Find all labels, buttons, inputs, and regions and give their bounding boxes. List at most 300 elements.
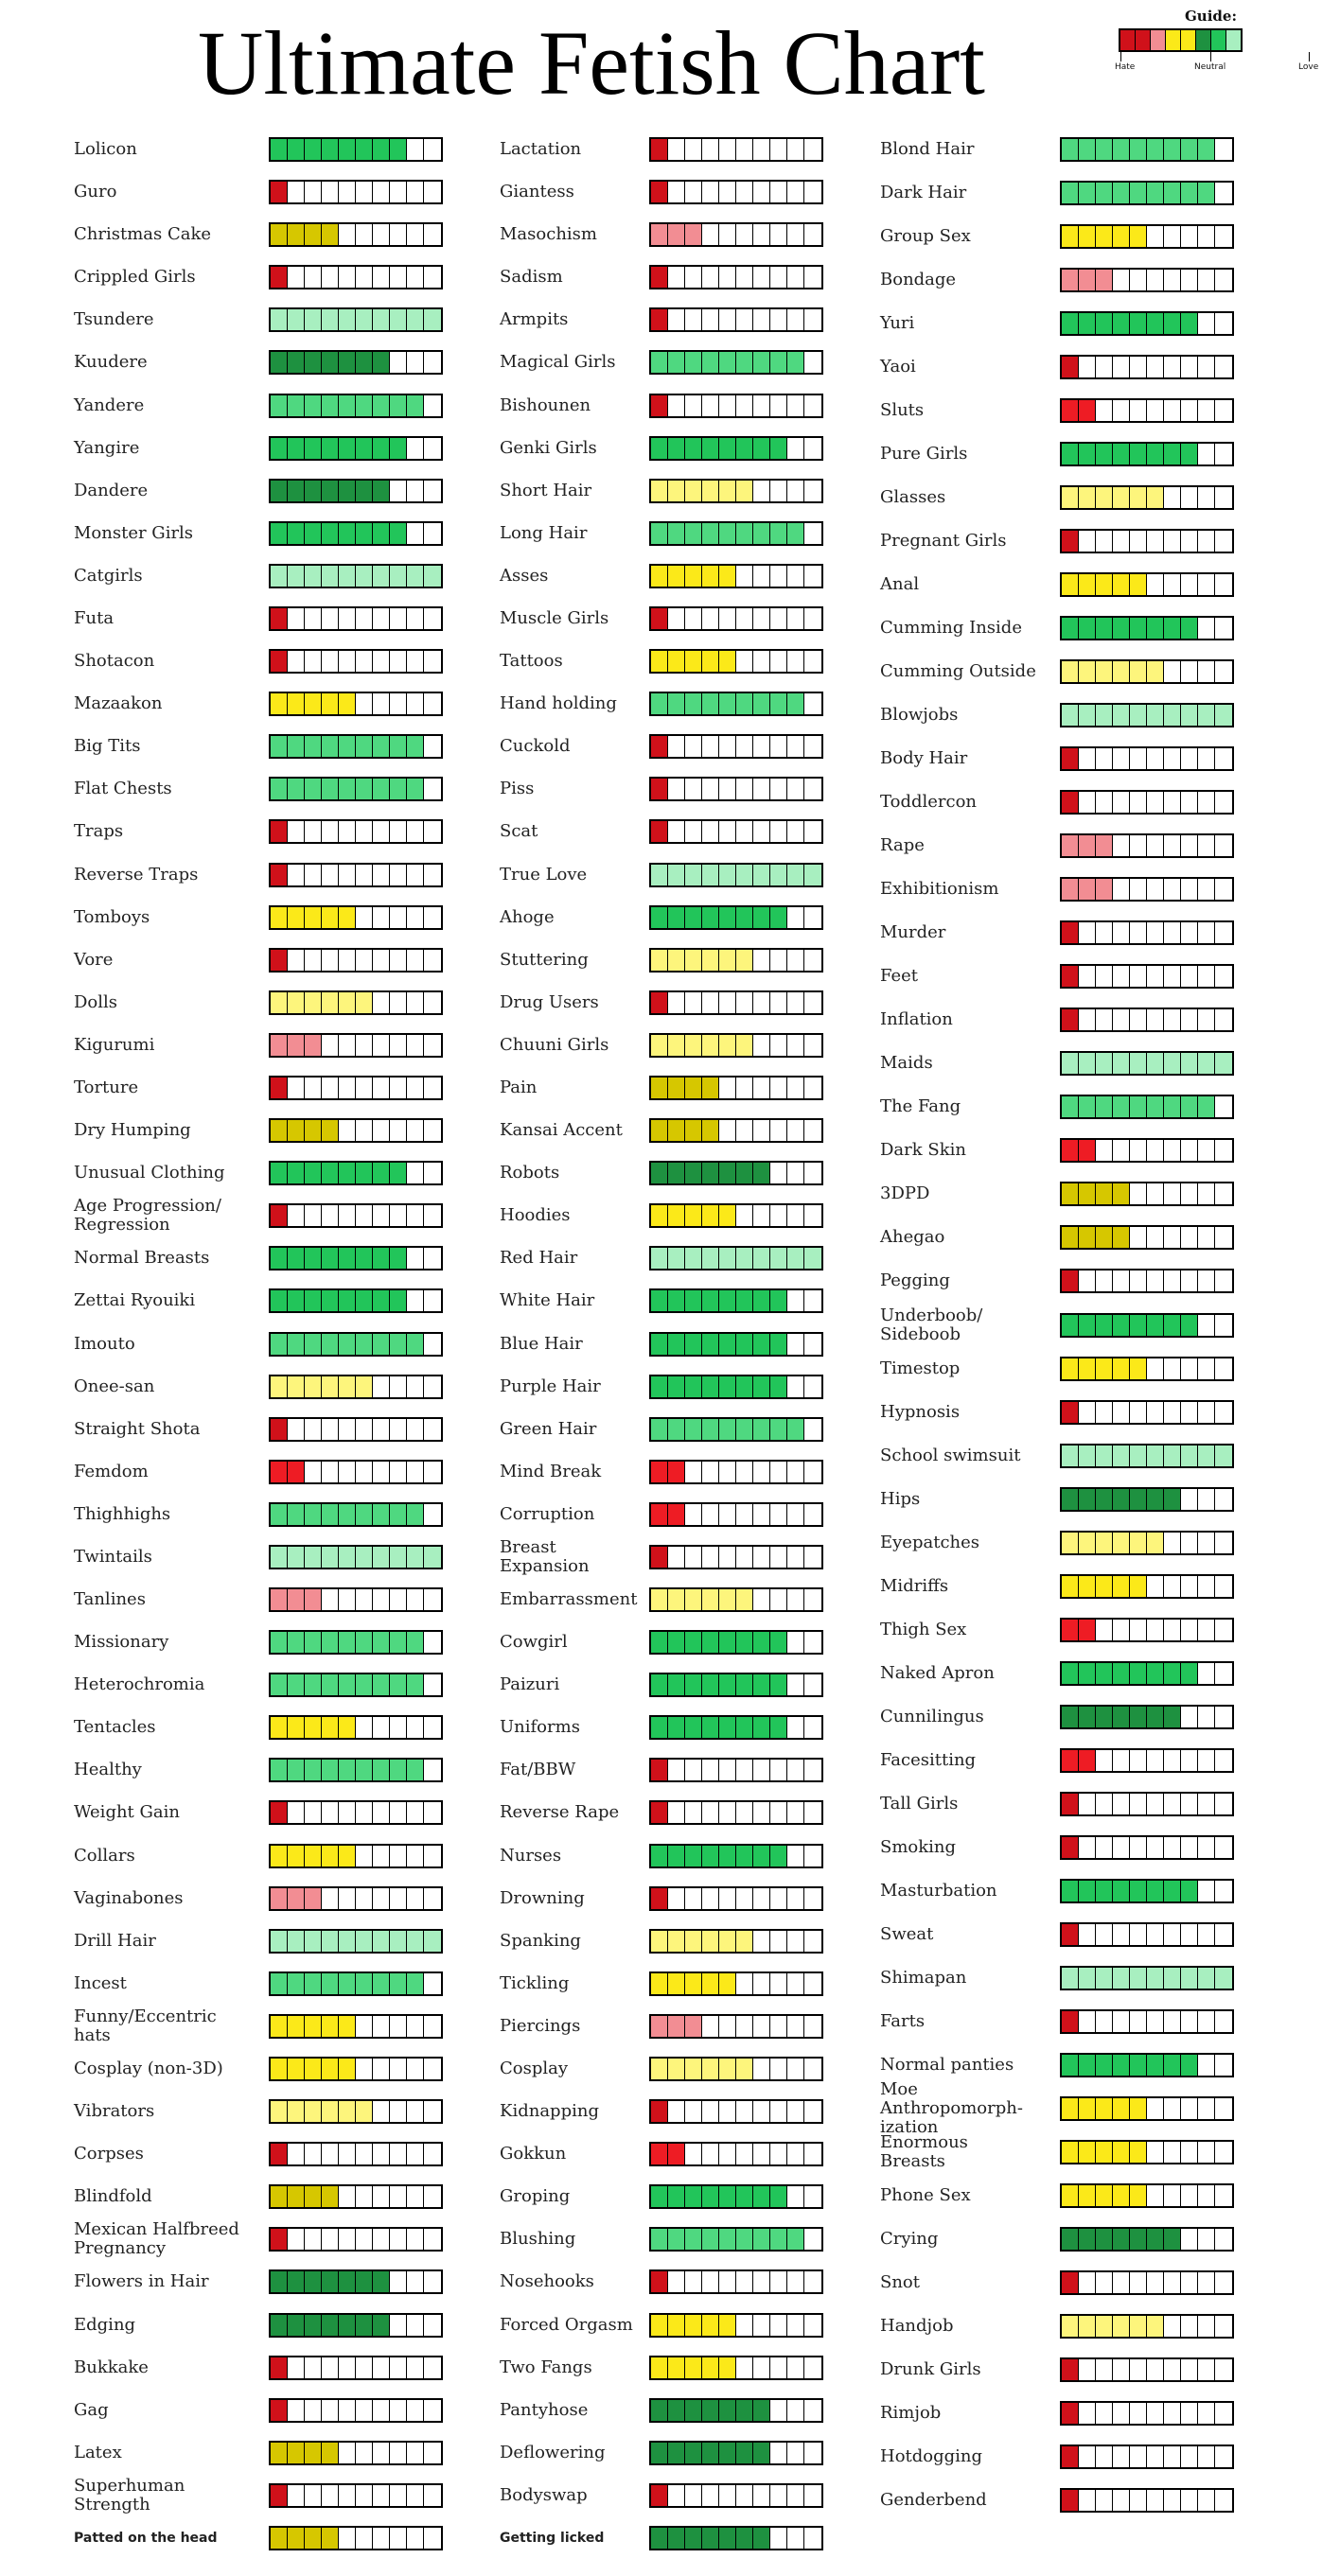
rating-cell-empty xyxy=(407,865,424,885)
rating-bar xyxy=(649,1118,823,1143)
rating-cell-empty xyxy=(1215,2490,1232,2511)
rating-cell-filled xyxy=(1130,183,1147,203)
rating-cell-empty xyxy=(1215,1009,1232,1030)
rating-cell-empty xyxy=(1215,400,1232,421)
rating-cell-filled xyxy=(288,1035,305,1056)
rating-cell-empty xyxy=(1215,1402,1232,1423)
rating-cell-empty xyxy=(685,2144,702,2164)
rating-cell-filled xyxy=(271,2016,288,2037)
rating-bar xyxy=(649,1375,823,1399)
rating-cell-filled xyxy=(651,2400,668,2421)
rating-cell-filled xyxy=(1130,1358,1147,1379)
rating-cell-empty xyxy=(753,2059,770,2079)
rating-cell-empty xyxy=(770,736,787,757)
row-label: Pegging xyxy=(880,1270,950,1290)
rating-cell-filled xyxy=(271,1504,288,1525)
rating-cell-filled xyxy=(373,395,390,416)
rating-cell-empty xyxy=(1147,2359,1164,2380)
chart-row xyxy=(74,137,477,162)
rating-cell-empty xyxy=(305,1802,322,1823)
chart-row xyxy=(500,2142,857,2166)
rating-cell-filled xyxy=(1181,1968,1198,1989)
rating-cell-filled xyxy=(736,1589,753,1610)
rating-cell-empty xyxy=(1198,922,1215,943)
rating-cell-empty xyxy=(356,2485,373,2506)
row-label: Genki Girls xyxy=(500,438,597,458)
rating-cell-empty xyxy=(1113,1140,1130,1161)
rating-cell-empty xyxy=(373,1035,390,1056)
rating-cell-filled xyxy=(753,2443,770,2463)
rating-cell-filled xyxy=(685,2186,702,2207)
rating-cell-empty xyxy=(753,1802,770,1823)
row-label: Chuuni Girls xyxy=(500,1035,609,1055)
chart-row xyxy=(500,2057,857,2081)
rating-bar xyxy=(269,1886,443,1911)
row-label: Latex xyxy=(74,2443,122,2462)
row-label: 3DPD xyxy=(880,1183,930,1203)
rating-cell-empty xyxy=(753,224,770,245)
rating-cell-empty xyxy=(1164,487,1181,508)
rating-cell-filled xyxy=(305,139,322,160)
rating-cell-empty xyxy=(1198,357,1215,377)
rating-cell-empty xyxy=(736,2357,753,2378)
chart-row xyxy=(880,2357,1268,2382)
rating-bar xyxy=(269,863,443,887)
chart-row xyxy=(74,307,477,332)
rating-cell-filled xyxy=(1062,357,1079,377)
rating-cell-empty xyxy=(1079,1270,1096,1291)
rating-cell-empty xyxy=(373,1462,390,1482)
rating-cell-filled xyxy=(356,1376,373,1397)
rating-cell-filled xyxy=(702,352,719,373)
rating-cell-empty xyxy=(736,1078,753,1098)
rating-bar xyxy=(1060,964,1234,989)
rating-bar xyxy=(649,905,823,930)
rating-cell-filled xyxy=(685,523,702,544)
rating-cell-filled xyxy=(1130,2098,1147,2119)
rating-cell-empty xyxy=(736,2485,753,2506)
chart-row xyxy=(74,1033,477,1058)
rating-cell-filled xyxy=(1147,2055,1164,2076)
rating-cell-empty xyxy=(770,395,787,416)
rating-bar xyxy=(649,819,823,844)
chart-row xyxy=(880,1531,1268,1555)
rating-cell-filled xyxy=(736,1419,753,1440)
rating-cell-filled xyxy=(719,1973,736,1994)
rating-bar xyxy=(269,1076,443,1100)
rating-bar xyxy=(1060,1444,1234,1468)
rating-cell-empty xyxy=(1113,400,1130,421)
rating-cell-filled xyxy=(1079,1358,1096,1379)
rating-cell-filled xyxy=(685,1334,702,1355)
rating-cell-filled xyxy=(736,865,753,885)
row-label: Crippled Girls xyxy=(74,267,196,287)
rating-cell-filled xyxy=(339,1846,356,1866)
rating-cell-empty xyxy=(390,693,407,714)
row-label: Armpits xyxy=(500,309,569,329)
rating-cell-filled xyxy=(288,2101,305,2122)
row-label: Pantyhose xyxy=(500,2400,589,2420)
rating-cell-empty xyxy=(685,992,702,1013)
rating-cell-filled xyxy=(1096,1446,1113,1466)
rating-cell-empty xyxy=(668,309,685,330)
rating-cell-empty xyxy=(1181,1837,1198,1858)
rating-cell-filled xyxy=(753,352,770,373)
row-label: Heterochromia xyxy=(74,1674,205,1694)
rating-cell-empty xyxy=(787,2528,804,2549)
rating-cell-filled xyxy=(305,566,322,587)
row-label: Drunk Girls xyxy=(880,2359,981,2379)
rating-cell-filled xyxy=(288,2186,305,2207)
rating-cell-empty xyxy=(753,950,770,971)
rating-cell-filled xyxy=(288,395,305,416)
rating-cell-empty xyxy=(305,2229,322,2250)
rating-cell-empty xyxy=(390,2528,407,2549)
rating-bar xyxy=(1060,2401,1234,2426)
rating-cell-empty xyxy=(1164,2011,1181,2032)
rating-cell-empty xyxy=(356,1888,373,1909)
rating-cell-filled xyxy=(1164,313,1181,334)
rating-cell-filled xyxy=(322,481,339,501)
rating-cell-filled xyxy=(753,438,770,459)
rating-cell-empty xyxy=(1164,748,1181,769)
rating-bar xyxy=(269,1246,443,1270)
chart-row xyxy=(74,2057,477,2081)
rating-cell-filled xyxy=(1062,1315,1079,1336)
rating-cell-empty xyxy=(356,224,373,245)
rating-cell-empty xyxy=(390,352,407,373)
rating-cell-empty xyxy=(1215,2229,1232,2250)
rating-cell-filled xyxy=(1096,226,1113,247)
rating-cell-empty xyxy=(390,1802,407,1823)
chart-row xyxy=(880,1792,1268,1816)
rating-cell-filled xyxy=(1130,2142,1147,2163)
row-label: Thighhighs xyxy=(74,1504,171,1524)
rating-cell-empty xyxy=(1164,2185,1181,2206)
rating-cell-filled xyxy=(373,1248,390,1269)
rating-cell-filled xyxy=(1147,1053,1164,1074)
chart-row xyxy=(880,398,1268,423)
rating-cell-filled xyxy=(719,1674,736,1695)
rating-cell-empty xyxy=(1215,1924,1232,1945)
rating-cell-empty xyxy=(373,651,390,672)
rating-cell-empty xyxy=(804,1547,821,1568)
rating-cell-empty xyxy=(1198,1140,1215,1161)
rating-cell-filled xyxy=(1062,1358,1079,1379)
row-label: Dark Hair xyxy=(880,183,967,202)
chart-row xyxy=(880,2314,1268,2339)
rating-cell-filled xyxy=(339,2101,356,2122)
rating-cell-empty xyxy=(702,992,719,1013)
chart-row xyxy=(500,1417,857,1442)
rating-cell-empty xyxy=(407,1419,424,1440)
chart-row xyxy=(500,521,857,546)
rating-cell-filled xyxy=(719,481,736,501)
rating-cell-empty xyxy=(1215,1533,1232,1553)
rating-bar xyxy=(269,905,443,930)
rating-cell-empty xyxy=(787,2357,804,2378)
rating-cell-filled xyxy=(339,438,356,459)
rating-cell-empty xyxy=(787,1376,804,1397)
rating-cell-filled xyxy=(753,1674,770,1695)
rating-cell-empty xyxy=(1096,1620,1113,1640)
rating-cell-filled xyxy=(1096,2229,1113,2250)
rating-cell-empty xyxy=(373,1205,390,1226)
rating-cell-empty xyxy=(753,1035,770,1056)
rating-cell-filled xyxy=(1181,618,1198,639)
rating-cell-empty xyxy=(1147,1750,1164,1771)
rating-bar xyxy=(1060,137,1234,162)
rating-cell-filled xyxy=(1181,313,1198,334)
rating-cell-filled xyxy=(322,2186,339,2207)
rating-cell-empty xyxy=(753,1589,770,1610)
rating-cell-filled xyxy=(1198,705,1215,726)
rating-cell-empty xyxy=(719,992,736,1013)
rating-cell-filled xyxy=(651,1931,668,1952)
chart-row xyxy=(880,2227,1268,2252)
row-label: Onee-san xyxy=(74,1376,155,1396)
rating-cell-filled xyxy=(305,1120,322,1141)
rating-cell-empty xyxy=(288,2400,305,2421)
rating-cell-empty xyxy=(1198,2229,1215,2250)
rating-cell-filled xyxy=(1062,966,1079,987)
rating-cell-empty xyxy=(1181,1140,1198,1161)
rating-cell-empty xyxy=(804,1973,821,1994)
rating-bar xyxy=(1060,1225,1234,1250)
rating-cell-filled xyxy=(390,1973,407,1994)
row-label: Spanking xyxy=(500,1931,581,1951)
rating-cell-filled xyxy=(1062,487,1079,508)
rating-cell-filled xyxy=(1113,444,1130,464)
rating-cell-empty xyxy=(1113,1270,1130,1291)
rating-cell-empty xyxy=(1096,2011,1113,2032)
rating-cell-filled xyxy=(651,1290,668,1311)
rating-cell-filled xyxy=(1147,444,1164,464)
rating-cell-empty xyxy=(770,1973,787,1994)
rating-cell-empty xyxy=(753,2315,770,2336)
rating-cell-filled xyxy=(1062,2185,1079,2206)
chart-row xyxy=(74,1246,477,1270)
rating-cell-empty xyxy=(424,267,441,288)
rating-cell-empty xyxy=(322,1802,339,1823)
rating-cell-empty xyxy=(1198,2185,1215,2206)
rating-cell-empty xyxy=(787,1589,804,1610)
row-label: Tentacles xyxy=(74,1717,156,1737)
row-label: Reverse Rape xyxy=(500,1802,620,1822)
rating-cell-empty xyxy=(424,907,441,928)
rating-cell-filled xyxy=(271,1802,288,1823)
rating-bar xyxy=(649,1033,823,1058)
rating-cell-empty xyxy=(804,2144,821,2164)
rating-cell-empty xyxy=(356,1802,373,1823)
rating-bar xyxy=(269,734,443,759)
rating-cell-empty xyxy=(1130,1750,1147,1771)
rating-cell-empty xyxy=(1147,2142,1164,2163)
rating-cell-empty xyxy=(770,1547,787,1568)
rating-cell-empty xyxy=(787,2016,804,2037)
rating-cell-empty xyxy=(1147,2098,1164,2119)
rating-cell-empty xyxy=(702,2016,719,2037)
rating-cell-filled xyxy=(651,2144,668,2164)
chart-row xyxy=(880,1182,1268,1206)
rating-cell-empty xyxy=(390,608,407,629)
rating-cell-empty xyxy=(804,2357,821,2378)
rating-cell-filled xyxy=(322,1120,339,1141)
rating-cell-filled xyxy=(702,1376,719,1397)
rating-cell-filled xyxy=(339,566,356,587)
chart-row xyxy=(74,1375,477,1399)
rating-cell-filled xyxy=(305,2186,322,2207)
rating-cell-empty xyxy=(685,2271,702,2292)
rating-cell-empty xyxy=(1164,1270,1181,1291)
rating-cell-filled xyxy=(322,2016,339,2037)
rating-cell-empty xyxy=(356,693,373,714)
rating-cell-empty xyxy=(804,1035,821,1056)
rating-cell-filled xyxy=(1079,879,1096,900)
chart-row xyxy=(880,1095,1268,1119)
rating-cell-empty xyxy=(305,1462,322,1482)
rating-cell-filled xyxy=(407,779,424,799)
rating-cell-filled xyxy=(288,1760,305,1780)
rating-bar xyxy=(649,1203,823,1228)
rating-cell-empty xyxy=(1198,400,1215,421)
rating-cell-empty xyxy=(356,1120,373,1141)
rating-cell-empty xyxy=(1113,1750,1130,1771)
rating-cell-empty xyxy=(322,1888,339,1909)
rating-cell-empty xyxy=(1164,1576,1181,1597)
rating-cell-empty xyxy=(1096,748,1113,769)
rating-cell-empty xyxy=(702,1888,719,1909)
rating-cell-filled xyxy=(1062,2490,1079,2511)
rating-cell-filled xyxy=(1113,183,1130,203)
rating-bar xyxy=(269,948,443,973)
rating-cell-filled xyxy=(305,693,322,714)
row-label: Femdom xyxy=(74,1462,149,1481)
rating-cell-empty xyxy=(424,1888,441,1909)
rating-cell-filled xyxy=(719,1632,736,1653)
rating-cell-filled xyxy=(702,2443,719,2463)
rating-cell-filled xyxy=(1062,748,1079,769)
chart-row xyxy=(880,1225,1268,1250)
chart-row xyxy=(74,479,477,503)
rating-bar xyxy=(269,2483,443,2508)
rating-cell-empty xyxy=(322,2229,339,2250)
rating-bar xyxy=(269,1929,443,1954)
rating-cell-empty xyxy=(356,2443,373,2463)
rating-cell-filled xyxy=(651,2229,668,2250)
rating-cell-filled xyxy=(1096,1489,1113,1510)
rating-cell-empty xyxy=(770,566,787,587)
rating-cell-filled xyxy=(271,2400,288,2421)
rating-cell-empty xyxy=(1181,792,1198,813)
rating-cell-empty xyxy=(753,1205,770,1226)
rating-cell-empty xyxy=(373,608,390,629)
rating-cell-empty xyxy=(305,608,322,629)
rating-cell-empty xyxy=(719,2101,736,2122)
chart-row xyxy=(74,2219,477,2258)
row-label: Smoking xyxy=(880,1837,957,1857)
row-label: Lactation xyxy=(500,139,582,159)
rating-cell-filled xyxy=(288,2528,305,2549)
rating-cell-empty xyxy=(1164,2359,1181,2380)
rating-cell-filled xyxy=(770,1334,787,1355)
rating-cell-empty xyxy=(1164,574,1181,595)
rating-cell-empty xyxy=(373,2443,390,2463)
rating-cell-filled xyxy=(685,1205,702,1226)
rating-bar xyxy=(649,1460,823,1484)
rating-cell-filled xyxy=(1096,1315,1113,1336)
rating-cell-filled xyxy=(1079,1053,1096,1074)
rating-cell-empty xyxy=(1181,2098,1198,2119)
rating-cell-empty xyxy=(702,821,719,842)
rating-cell-empty xyxy=(390,1035,407,1056)
rating-cell-empty xyxy=(1164,531,1181,552)
rating-cell-empty xyxy=(1079,531,1096,552)
rating-cell-filled xyxy=(719,651,736,672)
rating-bar xyxy=(1060,1269,1234,1293)
rating-cell-empty xyxy=(1215,487,1232,508)
rating-cell-empty xyxy=(804,2101,821,2122)
rating-cell-filled xyxy=(1079,1576,1096,1597)
rating-bar xyxy=(1060,224,1234,249)
rating-cell-empty xyxy=(1130,1270,1147,1291)
rating-cell-empty xyxy=(1181,2142,1198,2163)
row-label: Hypnosis xyxy=(880,1402,961,1422)
rating-cell-filled xyxy=(322,352,339,373)
rating-cell-filled xyxy=(668,1589,685,1610)
rating-cell-empty xyxy=(1147,1576,1164,1597)
rating-cell-empty xyxy=(702,1760,719,1780)
rating-bar xyxy=(649,1587,823,1612)
rating-cell-empty xyxy=(424,1205,441,1226)
rating-cell-empty xyxy=(770,1462,787,1482)
rating-cell-filled xyxy=(651,2101,668,2122)
chart-row xyxy=(74,2099,477,2124)
rating-cell-filled xyxy=(668,2186,685,2207)
rating-cell-empty xyxy=(424,2229,441,2250)
rating-cell-empty xyxy=(424,1632,441,1653)
rating-bar xyxy=(269,1971,443,1996)
rating-cell-empty xyxy=(1181,1707,1198,1727)
rating-bar xyxy=(1060,2445,1234,2469)
rating-cell-filled xyxy=(1198,183,1215,203)
rating-cell-empty xyxy=(424,1334,441,1355)
rating-cell-filled xyxy=(1079,139,1096,160)
rating-cell-empty xyxy=(770,2059,787,2079)
rating-cell-filled xyxy=(685,2059,702,2079)
rating-cell-empty xyxy=(1113,1009,1130,1030)
rating-cell-filled xyxy=(288,1547,305,1568)
rating-cell-empty xyxy=(1113,748,1130,769)
rating-cell-empty xyxy=(1113,357,1130,377)
row-label: Catgirls xyxy=(74,566,143,586)
rating-cell-empty xyxy=(719,1888,736,1909)
rating-cell-empty xyxy=(1215,574,1232,595)
rating-cell-filled xyxy=(1079,2229,1096,2250)
rating-cell-empty xyxy=(685,395,702,416)
rating-cell-filled xyxy=(288,693,305,714)
row-label: Tall Girls xyxy=(880,1794,959,1814)
rating-cell-empty xyxy=(1181,1924,1198,1945)
rating-cell-empty xyxy=(804,950,821,971)
row-label: Kansai Accent xyxy=(500,1120,623,1140)
rating-cell-empty xyxy=(1164,270,1181,290)
rating-cell-empty xyxy=(1147,357,1164,377)
rating-cell-empty xyxy=(288,1078,305,1098)
rating-bar xyxy=(269,564,443,588)
rating-cell-empty xyxy=(424,779,441,799)
rating-cell-filled xyxy=(271,1674,288,1695)
